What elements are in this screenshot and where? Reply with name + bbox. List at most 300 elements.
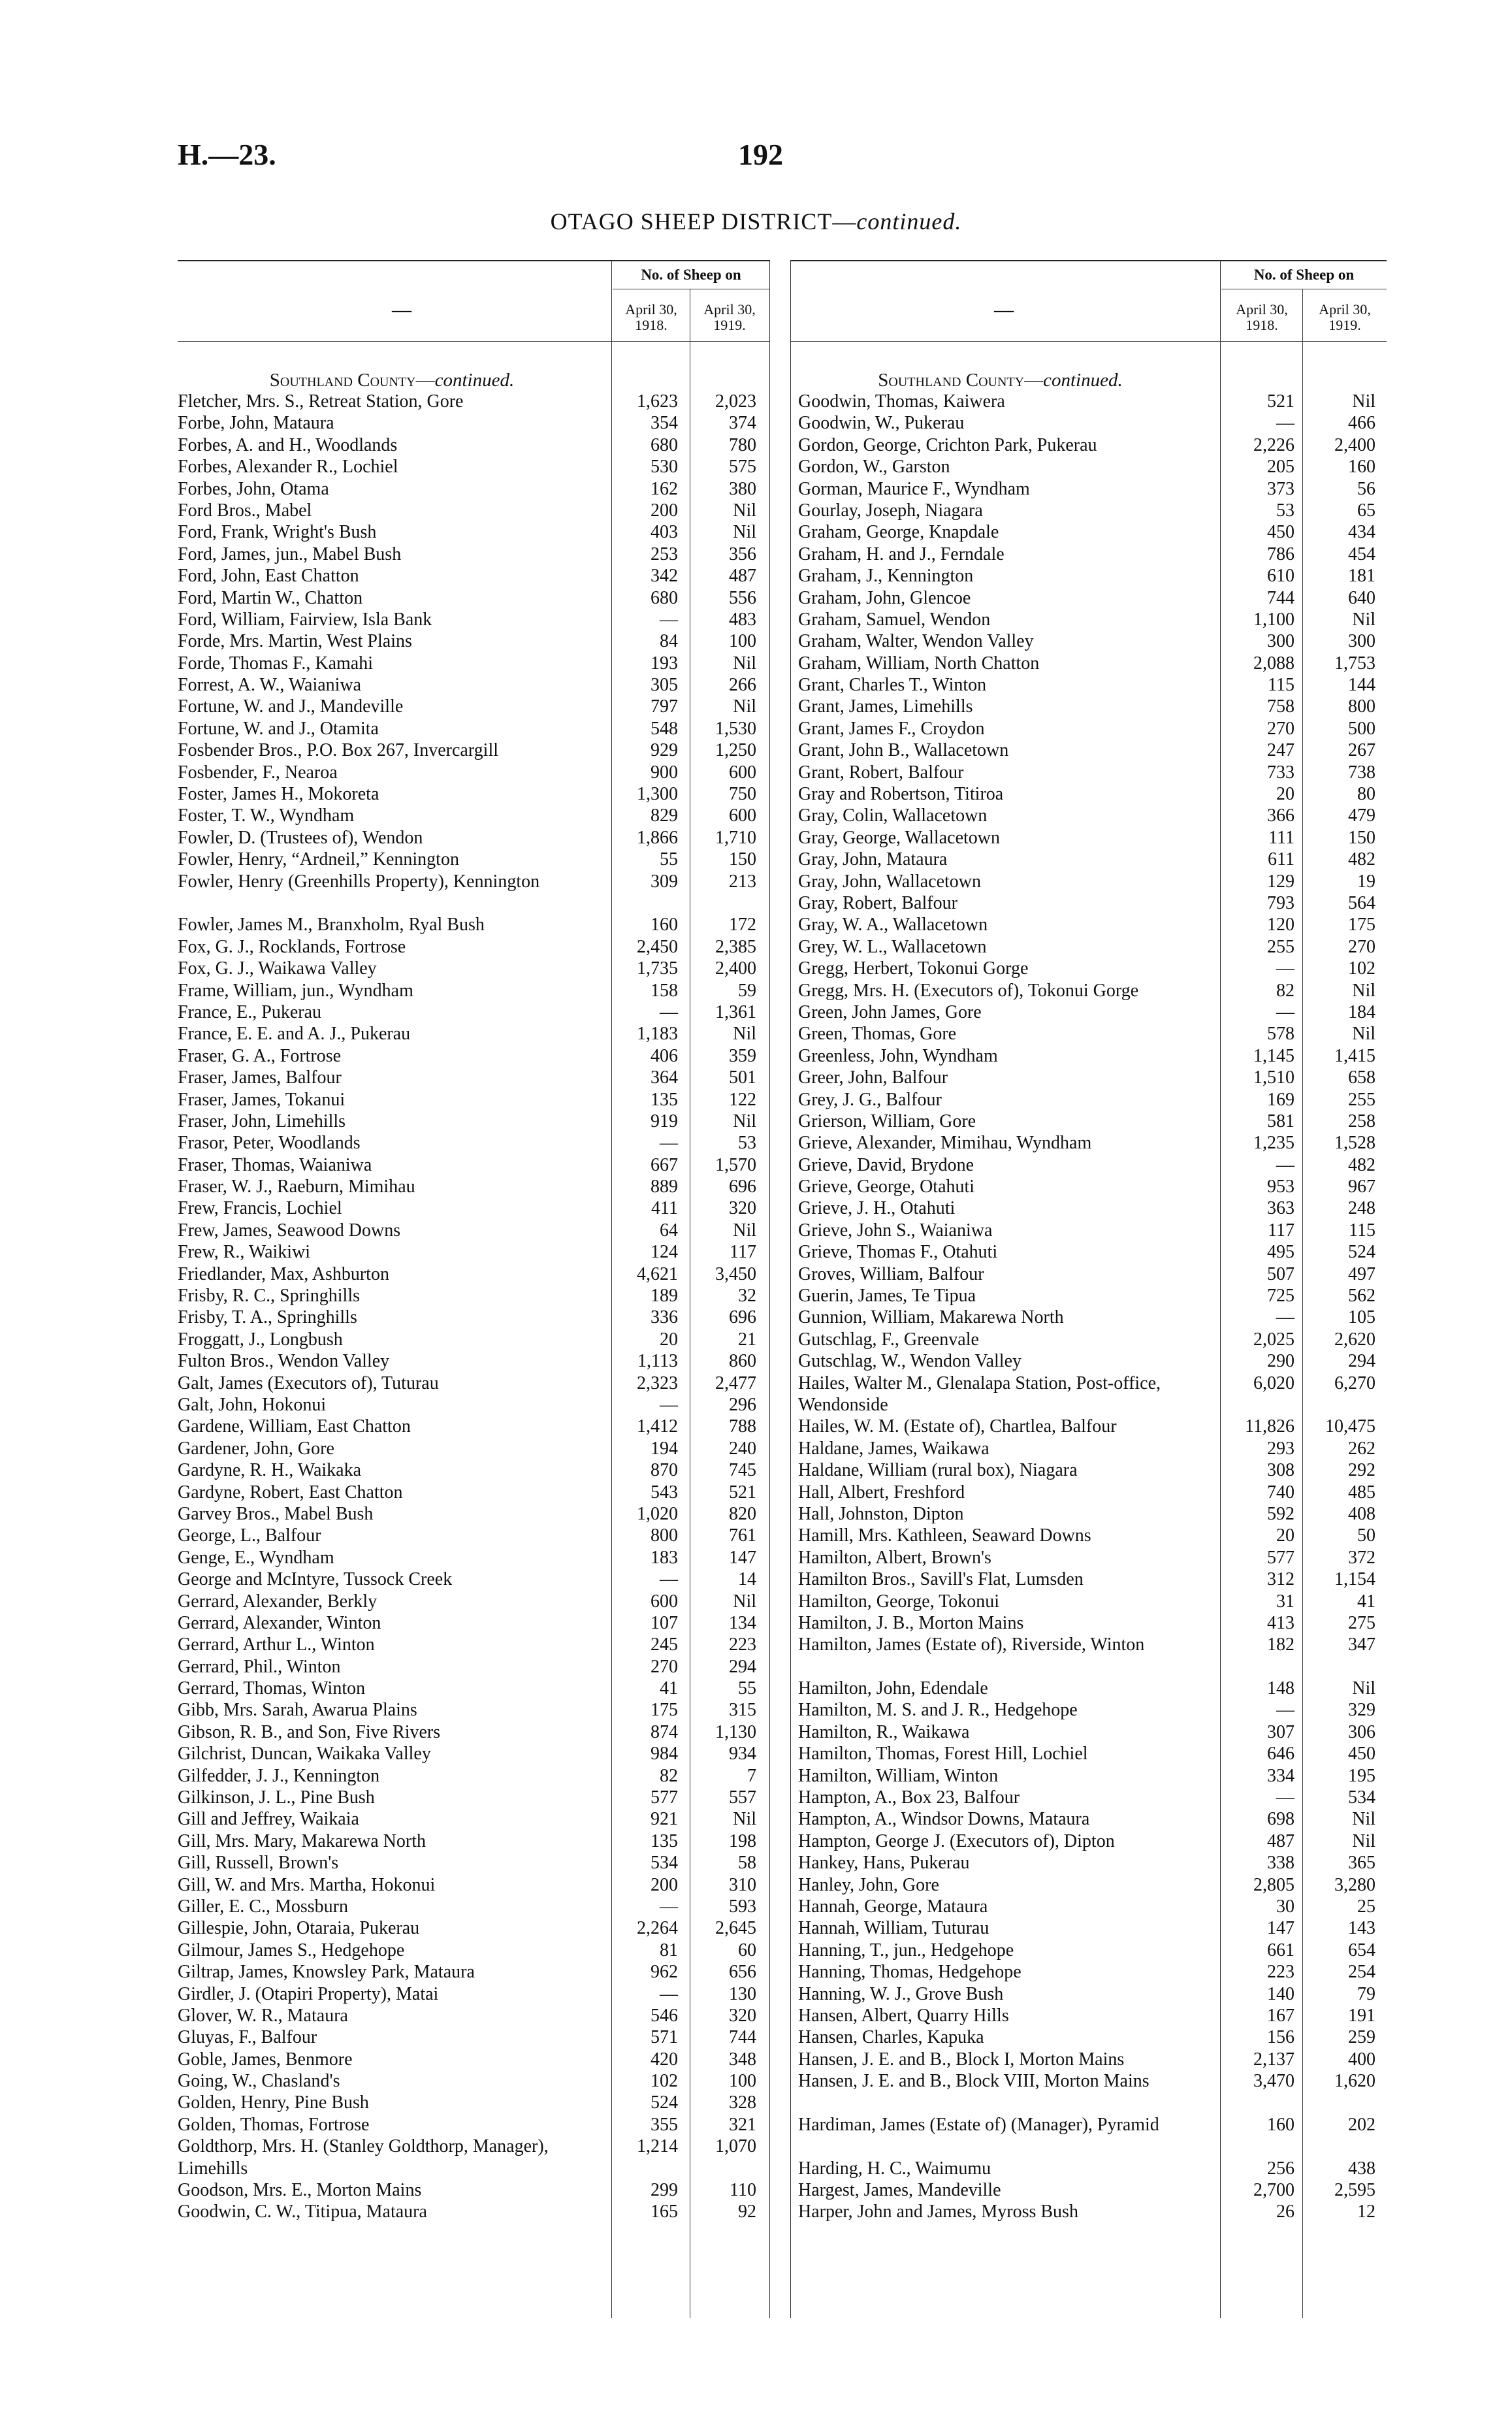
table-row bbox=[790, 434, 1387, 456]
table-row bbox=[790, 1023, 1387, 1045]
holder-name: Gutschlag, W., Wendon Valley bbox=[798, 1351, 1022, 1372]
sheep-1918: 11,826 bbox=[1245, 1416, 1295, 1437]
sheep-1918: 661 bbox=[1267, 1940, 1295, 1960]
sheep-1919: 294 bbox=[1348, 1351, 1375, 1372]
sheep-1919: 144 bbox=[1348, 675, 1375, 696]
table-row bbox=[178, 1307, 769, 1328]
sheep-1918: 793 bbox=[1267, 892, 1295, 913]
table-row bbox=[790, 587, 1387, 609]
table-row bbox=[178, 805, 769, 826]
table-row bbox=[178, 1830, 769, 1852]
table-row bbox=[178, 1067, 769, 1088]
holder-name: Ford, James, jun., Mabel Bush bbox=[178, 544, 402, 564]
sheep-1918: 20 bbox=[1276, 1525, 1295, 1546]
table-row bbox=[178, 936, 769, 958]
holder-name: Forde, Mrs. Martin, West Plains bbox=[178, 631, 412, 652]
sheep-1919: 656 bbox=[729, 1962, 756, 1983]
holder-name: Gregg, Herbert, Tokonui Gorge bbox=[798, 958, 1029, 979]
holder-name: Forbes, Alexander R., Lochiel bbox=[178, 457, 398, 478]
holder-name: Fulton Bros., Wendon Valley bbox=[178, 1351, 390, 1372]
holder-name: Gilchrist, Duncan, Waikaka Valley bbox=[178, 1744, 431, 1764]
sheep-1919: 1,530 bbox=[715, 718, 756, 739]
table-row bbox=[178, 1438, 769, 1459]
sheep-1918: — bbox=[660, 609, 678, 630]
table-row bbox=[178, 1765, 769, 1787]
sheep-1919: 780 bbox=[729, 434, 756, 455]
holder-name: Haldane, William (rural box), Niagara bbox=[798, 1460, 1078, 1481]
holder-name: Gray, Robert, Balfour bbox=[798, 892, 957, 913]
sheep-1919: 3,450 bbox=[715, 1263, 756, 1284]
sheep-1918: 1,214 bbox=[637, 2136, 678, 2157]
sheep-1918: 167 bbox=[1267, 2005, 1295, 2026]
holder-name: Gardyne, Robert, East Chatton bbox=[178, 1482, 403, 1503]
table-row bbox=[790, 2005, 1387, 2026]
holder-name: Frisby, T. A., Springhills bbox=[178, 1307, 357, 1328]
sheep-1918: 786 bbox=[1267, 544, 1295, 564]
sheep-1919: 1,570 bbox=[715, 1154, 756, 1175]
sheep-1919: 248 bbox=[1348, 1198, 1375, 1219]
sheep-1918: 255 bbox=[1267, 936, 1295, 957]
sheep-1919: 967 bbox=[1348, 1177, 1375, 1197]
sheep-1918: 1,145 bbox=[1253, 1045, 1295, 1066]
table-row bbox=[790, 456, 1387, 478]
table-row bbox=[178, 674, 769, 696]
holder-name: Ford Bros., Mabel bbox=[178, 500, 312, 521]
holder-name: Gray, John, Mataura bbox=[798, 849, 948, 870]
sheep-1918: 135 bbox=[651, 1089, 678, 1110]
holder-name: Guerin, James, Te Tipua bbox=[798, 1286, 976, 1307]
holder-name: Grant, Charles T., Winton bbox=[798, 675, 987, 696]
sheep-1918: 182 bbox=[1267, 1634, 1295, 1655]
holder-name: Harper, John and James, Myross Bush bbox=[798, 2202, 1078, 2222]
sheep-1918: 140 bbox=[1267, 1983, 1295, 2004]
holder-name: Gutschlag, F., Greenvale bbox=[798, 1329, 979, 1350]
sheep-1919: 25 bbox=[1357, 1896, 1375, 1917]
sheep-1919: 259 bbox=[1348, 2027, 1375, 2048]
table-row bbox=[178, 1699, 769, 1721]
sheep-1918: 1,623 bbox=[637, 391, 678, 412]
sheep-1919: 329 bbox=[1348, 1700, 1375, 1721]
table-row bbox=[790, 849, 1387, 870]
table-row bbox=[178, 1896, 769, 1917]
sheep-1918: 6,020 bbox=[1253, 1373, 1295, 1393]
holder-name: Forde, Thomas F., Kamahi bbox=[178, 653, 373, 674]
holder-name: Fox, G. J., Rocklands, Fortrose bbox=[178, 936, 406, 957]
table-row bbox=[790, 1001, 1387, 1023]
sheep-1919: 10,475 bbox=[1325, 1416, 1375, 1437]
holder-name: Graham, George, Knapdale bbox=[798, 522, 999, 543]
sheep-1919: 122 bbox=[729, 1089, 756, 1110]
sheep-1918: 929 bbox=[651, 740, 678, 761]
sheep-1918: 55 bbox=[660, 849, 678, 870]
table-row bbox=[178, 1089, 769, 1111]
sheep-1918: 247 bbox=[1267, 740, 1295, 761]
sheep-1919: 658 bbox=[1348, 1067, 1375, 1088]
sheep-1919: 745 bbox=[729, 1460, 756, 1481]
table-row bbox=[790, 2179, 1387, 2201]
sheep-1919: 356 bbox=[729, 544, 756, 564]
holder-name: Hamilton, John, Edendale bbox=[798, 1678, 988, 1699]
sheep-1919: 292 bbox=[1348, 1460, 1375, 1481]
sheep-1919: 7 bbox=[747, 1765, 756, 1786]
sheep-1919: 487 bbox=[729, 566, 756, 587]
table-row bbox=[790, 521, 1387, 543]
sheep-1919: 1,250 bbox=[715, 740, 756, 761]
table-row bbox=[790, 500, 1387, 521]
table-row bbox=[790, 1132, 1387, 1154]
holder-name: Hamilton, Thomas, Forest Hill, Lochiel bbox=[798, 1744, 1088, 1764]
sheep-1918: 165 bbox=[651, 2202, 678, 2222]
right-column-header bbox=[790, 260, 1387, 342]
sheep-1919: Nil bbox=[733, 1591, 756, 1612]
holder-name: Gibson, R. B., and Son, Five Rivers bbox=[178, 1721, 441, 1742]
holder-name: Graham, Walter, Wendon Valley bbox=[798, 631, 1034, 652]
sheep-1918: 30 bbox=[1276, 1896, 1295, 1917]
holder-name: Haldane, James, Waikawa bbox=[798, 1438, 989, 1459]
holder-name: Hardiman, James (Estate of) (Manager), Pyramid bbox=[798, 2114, 1159, 2135]
sheep-1919: 696 bbox=[729, 1177, 756, 1197]
holder-name: Fowler, Henry (Greenhills Property), Kennington bbox=[178, 871, 540, 892]
holder-name: Green, John James, Gore bbox=[798, 1001, 982, 1022]
sheep-1919: 147 bbox=[729, 1547, 756, 1568]
holder-name: Gray and Robertson, Titiroa bbox=[798, 784, 1004, 805]
table-row bbox=[178, 2026, 769, 2048]
holder-name: Forbes, John, Otama bbox=[178, 478, 329, 499]
table-row bbox=[178, 2092, 769, 2113]
sheep-1919: 2,385 bbox=[715, 936, 756, 957]
sheep-1918: 744 bbox=[1267, 587, 1295, 608]
sheep-1918: 1,113 bbox=[637, 1351, 678, 1372]
sheep-1918: 82 bbox=[660, 1765, 678, 1786]
holder-name: Goldthorp, Mrs. H. (Stanley Goldthorp, Manager), Limehills bbox=[178, 2136, 549, 2179]
sheep-1919: 696 bbox=[729, 1307, 756, 1328]
holder-name: Fraser, John, Limehills bbox=[178, 1111, 346, 1131]
table-row bbox=[178, 1111, 769, 1132]
holder-name: Grieve, Thomas F., Otahuti bbox=[798, 1242, 998, 1263]
table-row bbox=[790, 827, 1387, 849]
table-row bbox=[790, 2158, 1387, 2179]
sheep-1919: 593 bbox=[729, 1896, 756, 1917]
sheep-1919: 1,154 bbox=[1334, 1569, 1375, 1590]
sheep-1918: 175 bbox=[651, 1700, 678, 1721]
sheep-count-group-header: No. of Sheep on bbox=[641, 267, 741, 283]
sheep-1919: 450 bbox=[1348, 1744, 1375, 1764]
holder-name: Grieve, John S., Waianiwa bbox=[798, 1220, 993, 1241]
holder-name: Gerrard, Alexander, Berkly bbox=[178, 1591, 378, 1612]
table-row bbox=[790, 740, 1387, 761]
holder-name: Hanning, T., jun., Hedgehope bbox=[798, 1940, 1014, 1960]
table-row bbox=[178, 762, 769, 783]
table-row bbox=[178, 456, 769, 478]
sheep-1919: 365 bbox=[1348, 1853, 1375, 1874]
sheep-1918: 366 bbox=[1267, 805, 1295, 826]
sheep-1919: 347 bbox=[1348, 1634, 1375, 1655]
holder-name: Gilkinson, J. L., Pine Bush bbox=[178, 1787, 375, 1808]
sheep-1919: 466 bbox=[1348, 413, 1375, 434]
table-row bbox=[790, 1285, 1387, 1307]
holder-name: Fraser, James, Balfour bbox=[178, 1067, 342, 1088]
sheep-1918: 495 bbox=[1267, 1242, 1295, 1263]
table-row bbox=[790, 2201, 1387, 2222]
sheep-1919: 175 bbox=[1348, 915, 1375, 935]
table-row bbox=[790, 2049, 1387, 2070]
sheep-1918: 364 bbox=[651, 1067, 678, 1088]
sheep-1918: 921 bbox=[651, 1809, 678, 1830]
sheep-1919: 315 bbox=[729, 1700, 756, 1721]
table-row bbox=[790, 653, 1387, 674]
holder-name: Froggatt, J., Longbush bbox=[178, 1329, 343, 1350]
sheep-1919: 56 bbox=[1357, 478, 1375, 499]
sheep-1918: 800 bbox=[651, 1525, 678, 1546]
sheep-1919: 501 bbox=[729, 1067, 756, 1088]
sheep-1918: 667 bbox=[651, 1154, 678, 1175]
holder-name: George, L., Balfour bbox=[178, 1525, 321, 1546]
holder-name: Goodwin, W., Pukerau bbox=[798, 413, 965, 434]
table-row bbox=[178, 1808, 769, 1830]
sheep-1918: 41 bbox=[660, 1678, 678, 1699]
table-row bbox=[790, 1743, 1387, 1764]
table-row bbox=[790, 1416, 1387, 1437]
sheep-1918: 53 bbox=[1276, 500, 1295, 521]
sheep-1919: 115 bbox=[1349, 1220, 1375, 1241]
table-row bbox=[178, 1154, 769, 1176]
sheep-1918: 1,020 bbox=[637, 1503, 678, 1524]
sheep-1918: 889 bbox=[651, 1177, 678, 1197]
sheep-1918: 31 bbox=[1276, 1591, 1295, 1612]
holder-name: Gill, Russell, Brown's bbox=[178, 1853, 339, 1874]
sheep-1919: 270 bbox=[1348, 936, 1375, 957]
holder-name: Grierson, William, Gore bbox=[798, 1111, 976, 1131]
sheep-1918: 290 bbox=[1267, 1351, 1295, 1372]
table-row bbox=[178, 1373, 769, 1394]
table-row bbox=[178, 1874, 769, 1896]
sheep-1918: 189 bbox=[651, 1286, 678, 1307]
holder-name: Fletcher, Mrs. S., Retreat Station, Gore bbox=[178, 391, 464, 412]
table-row bbox=[790, 1241, 1387, 1263]
holder-name: Green, Thomas, Gore bbox=[798, 1024, 957, 1045]
holder-name: Hailes, W. M. (Estate of), Chartlea, Balfour bbox=[798, 1416, 1117, 1437]
holder-name: Gray, George, Wallacetown bbox=[798, 827, 1000, 848]
table-row bbox=[178, 2005, 769, 2026]
sheep-1918: 135 bbox=[651, 1830, 678, 1851]
sheep-1919: 255 bbox=[1348, 1089, 1375, 1110]
sheep-1918: 223 bbox=[1267, 1962, 1295, 1983]
holder-name: Foster, T. W., Wyndham bbox=[178, 805, 355, 826]
sheep-1918: 870 bbox=[651, 1460, 678, 1481]
holder-name: Gardene, William, East Chatton bbox=[178, 1416, 411, 1437]
sheep-1919: 102 bbox=[1348, 958, 1375, 979]
sheep-1918: 169 bbox=[1267, 1089, 1295, 1110]
sheep-1919: 348 bbox=[729, 2049, 756, 2070]
sheep-1919: 1,130 bbox=[715, 1721, 756, 1742]
holder-name: Gibb, Mrs. Sarah, Awarua Plains bbox=[178, 1700, 417, 1721]
table-row bbox=[178, 565, 769, 587]
sheep-1918: 1,300 bbox=[637, 784, 678, 805]
sheep-1918: 299 bbox=[651, 2180, 678, 2201]
table-row bbox=[790, 1830, 1387, 1852]
sheep-1919: 143 bbox=[1348, 1918, 1375, 1939]
sheep-1918: 592 bbox=[1267, 1503, 1295, 1524]
holder-name: Gray, W. A., Wallacetown bbox=[798, 915, 988, 935]
sheep-1919: 557 bbox=[729, 1787, 756, 1808]
table-row bbox=[790, 391, 1387, 412]
sheep-1918: 354 bbox=[651, 413, 678, 434]
sheep-1918: 20 bbox=[660, 1329, 678, 1350]
sheep-1918: 4,621 bbox=[637, 1263, 678, 1284]
sheep-1919: 800 bbox=[1348, 696, 1375, 717]
sheep-1919: 438 bbox=[1348, 2158, 1375, 2179]
sheep-1919: 100 bbox=[729, 631, 756, 652]
table-row bbox=[178, 630, 769, 652]
holder-name: Hargest, James, Mandeville bbox=[798, 2180, 1001, 2201]
table-row bbox=[178, 1983, 769, 2005]
table-row bbox=[178, 1394, 769, 1416]
sheep-1918: 1,735 bbox=[637, 958, 678, 979]
table-row bbox=[178, 1045, 769, 1067]
table-row bbox=[178, 1961, 769, 1983]
sheep-1919: 59 bbox=[738, 980, 756, 1001]
sheep-1918: 308 bbox=[1267, 1460, 1295, 1481]
sheep-1919: Nil bbox=[733, 522, 756, 543]
sheep-1919: 2,400 bbox=[715, 958, 756, 979]
table-row bbox=[178, 827, 769, 849]
sheep-1919: 408 bbox=[1348, 1503, 1375, 1524]
sheep-1919: Nil bbox=[1352, 609, 1375, 630]
holder-name: Gray, John, Wallacetown bbox=[798, 871, 981, 892]
holder-name: Golden, Thomas, Fortrose bbox=[178, 2114, 370, 2135]
table-row bbox=[178, 2049, 769, 2070]
holder-name: Hannah, William, Tuturau bbox=[798, 1918, 989, 1939]
table-row bbox=[790, 1569, 1387, 1590]
sheep-1918: 984 bbox=[651, 1744, 678, 1764]
holder-name: Galt, James (Executors of), Tuturau bbox=[178, 1373, 439, 1393]
holder-name: Ford, William, Fairview, Isla Bank bbox=[178, 609, 432, 630]
sheep-1919: 181 bbox=[1348, 566, 1375, 587]
sheep-1919: 328 bbox=[729, 2092, 756, 2113]
title-continued: continued. bbox=[856, 208, 962, 235]
sheep-1919: 483 bbox=[729, 609, 756, 630]
table-row bbox=[790, 1852, 1387, 1874]
holder-name: Gardener, John, Gore bbox=[178, 1438, 334, 1459]
table-row bbox=[790, 1874, 1387, 1896]
sheep-1918: 107 bbox=[651, 1612, 678, 1633]
sheep-1919: Nil bbox=[733, 500, 756, 521]
holder-name: Hanning, Thomas, Hedgehope bbox=[798, 1962, 1021, 1983]
sheep-1919: 130 bbox=[729, 1983, 756, 2004]
sheep-1919: 2,400 bbox=[1334, 434, 1375, 455]
table-row bbox=[790, 478, 1387, 500]
holder-name: Giltrap, James, Knowsley Park, Mataura bbox=[178, 1962, 475, 1983]
table-row bbox=[790, 696, 1387, 717]
sheep-1919: 380 bbox=[729, 478, 756, 499]
table-row bbox=[790, 718, 1387, 740]
holder-name: Groves, William, Balfour bbox=[798, 1263, 984, 1284]
holder-name: Frew, Francis, Lochiel bbox=[178, 1198, 342, 1219]
sheep-1918: 611 bbox=[1268, 849, 1295, 870]
holder-name: Grant, John B., Wallacetown bbox=[798, 740, 1009, 761]
holder-name: Gerrard, Arthur L., Winton bbox=[178, 1634, 375, 1655]
holder-name: Hampton, George J. (Executors of), Dipton bbox=[798, 1830, 1115, 1851]
holder-name: Hannah, George, Mataura bbox=[798, 1896, 988, 1917]
holder-name: Frisby, R. C., Springhills bbox=[178, 1286, 361, 1307]
sheep-1919: 50 bbox=[1357, 1525, 1375, 1546]
holder-name: Giller, E. C., Mossburn bbox=[178, 1896, 348, 1917]
left-column-header bbox=[178, 260, 769, 342]
sheep-1919: 110 bbox=[730, 2180, 756, 2201]
sheep-1919: 479 bbox=[1348, 805, 1375, 826]
col-1919-header: April 30, 1919. bbox=[703, 301, 756, 333]
sheep-1919: 21 bbox=[738, 1329, 756, 1350]
sheep-1918: 183 bbox=[651, 1547, 678, 1568]
sheep-1918: 156 bbox=[1267, 2027, 1295, 2048]
sheep-1918: 962 bbox=[651, 1962, 678, 1983]
table-row bbox=[790, 936, 1387, 958]
table-row bbox=[790, 1067, 1387, 1088]
holder-name: Gill and Jeffrey, Waikaia bbox=[178, 1809, 359, 1830]
sheep-1919: 300 bbox=[1348, 631, 1375, 652]
sheep-1919: 2,477 bbox=[715, 1373, 756, 1393]
sheep-1918: 305 bbox=[651, 675, 678, 696]
sheep-1918: 534 bbox=[651, 1853, 678, 1874]
sheep-1919: 1,753 bbox=[1334, 653, 1375, 674]
holder-name: Fortune, W. and J., Otamita bbox=[178, 718, 379, 739]
sheep-1918: 193 bbox=[651, 653, 678, 674]
sheep-1918: 2,805 bbox=[1253, 1874, 1295, 1895]
holder-name: Gerrard, Thomas, Winton bbox=[178, 1678, 366, 1699]
holder-name: Gilfedder, J. J., Kennington bbox=[178, 1765, 380, 1786]
holder-name: Going, W., Chasland's bbox=[178, 2071, 340, 2092]
table-row bbox=[178, 871, 769, 915]
holder-name: Gill, Mrs. Mary, Makarewa North bbox=[178, 1830, 426, 1851]
table-row bbox=[178, 1176, 769, 1197]
sheep-1919: 275 bbox=[1348, 1612, 1375, 1633]
sheep-1918: — bbox=[1276, 1700, 1295, 1721]
table-row bbox=[790, 1765, 1387, 1787]
table-row bbox=[790, 958, 1387, 979]
sheep-1919: Nil bbox=[733, 1809, 756, 1830]
table-row bbox=[790, 1634, 1387, 1678]
sheep-1918: 450 bbox=[1267, 522, 1295, 543]
sheep-1919: 521 bbox=[729, 1482, 756, 1503]
holder-name: Grey, J. G., Balfour bbox=[798, 1089, 942, 1110]
holder-name: Hamilton, William, Winton bbox=[798, 1765, 999, 1786]
table-row bbox=[790, 565, 1387, 587]
holder-name: Hankey, Hans, Pukerau bbox=[798, 1853, 970, 1874]
holder-name: Gordon, W., Garston bbox=[798, 457, 950, 478]
table-row bbox=[178, 1241, 769, 1263]
sheep-1918: 1,510 bbox=[1253, 1067, 1295, 1088]
sheep-1919: 564 bbox=[1348, 892, 1375, 913]
holder-name: Graham, William, North Chatton bbox=[798, 653, 1040, 674]
sheep-1918: 200 bbox=[651, 1874, 678, 1895]
holder-name: Fowler, D. (Trustees of), Wendon bbox=[178, 827, 423, 848]
table-row bbox=[790, 1197, 1387, 1219]
table-row bbox=[178, 1329, 769, 1350]
table-row bbox=[790, 1961, 1387, 1983]
holder-name: Hall, Johnston, Dipton bbox=[798, 1503, 964, 1524]
sheep-1918: 147 bbox=[1267, 1918, 1295, 1939]
sheep-1919: 640 bbox=[1348, 587, 1375, 608]
sheep-1919: Nil bbox=[733, 653, 756, 674]
sheep-1918: 2,450 bbox=[637, 936, 678, 957]
table-row bbox=[178, 1459, 769, 1481]
sheep-1918: 919 bbox=[651, 1111, 678, 1131]
table-row bbox=[790, 1612, 1387, 1634]
sheep-1918: 2,088 bbox=[1253, 653, 1295, 674]
sheep-1919: 485 bbox=[1348, 1482, 1375, 1503]
sheep-1919: 266 bbox=[729, 675, 756, 696]
sheep-1918: — bbox=[1276, 1154, 1295, 1175]
